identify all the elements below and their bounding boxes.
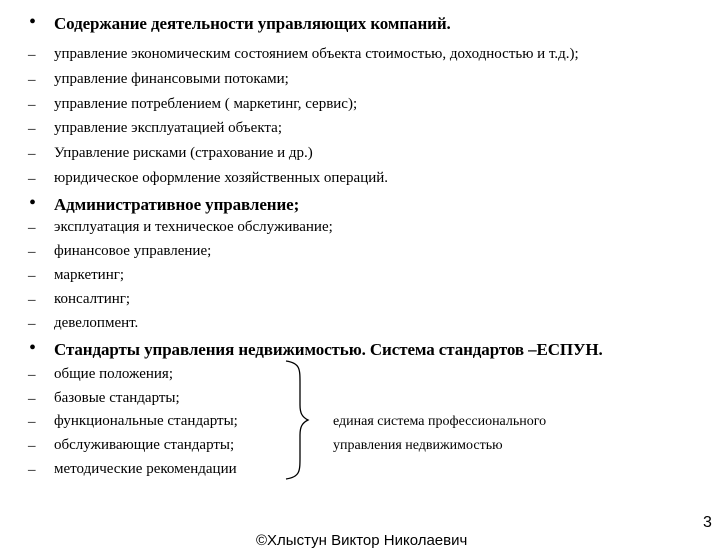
dash-marker: –	[28, 72, 36, 88]
dash-marker: –	[28, 171, 36, 187]
dash-marker: –	[28, 244, 36, 260]
page-number: 3	[703, 514, 712, 531]
dash-marker: –	[28, 462, 36, 478]
list-item-text: Управление рисками (страхование и др.)	[54, 145, 313, 161]
list-item-text: финансовое управление;	[54, 243, 212, 259]
curly-brace-icon	[284, 359, 324, 481]
list-item-text: девелопмент.	[54, 315, 139, 331]
heading-text: Административное управление;	[54, 195, 300, 214]
dash-marker: –	[28, 391, 36, 407]
dash-marker: –	[28, 292, 36, 308]
bullet-marker: •	[29, 11, 37, 33]
dash-marker: –	[28, 121, 36, 137]
list-item-text: консалтинг;	[54, 291, 131, 307]
list-item-text: маркетинг;	[54, 267, 125, 283]
list-item-text: методические рекомендации	[54, 461, 237, 477]
footer-author: ©Хлыстун Виктор Николаевич	[256, 532, 468, 549]
list-item-text: управление экономическим состоянием объекта стоимостью, доходностью и т.д.);	[54, 46, 579, 62]
dash-marker: –	[28, 47, 36, 63]
dash-marker: –	[28, 316, 36, 332]
list-item-text: базовые стандарты;	[54, 390, 180, 406]
brace-note-line-1: единая система профессионального	[333, 414, 547, 429]
list-item-text: обслуживающие стандарты;	[54, 437, 235, 453]
list-item-text: управление потреблением ( маркетинг, сервис);	[54, 96, 358, 112]
list-item-text: управление финансовыми потоками;	[54, 71, 289, 87]
list-item-text: эксплуатация и техническое обслуживание;	[54, 219, 333, 235]
dash-marker: –	[28, 146, 36, 162]
dash-marker: –	[28, 220, 36, 236]
dash-marker: –	[28, 414, 36, 430]
brace-note-line-2: управления недвижимостью	[333, 438, 503, 453]
bullet-marker: •	[29, 192, 37, 214]
bullet-marker: •	[29, 337, 37, 359]
dash-marker: –	[28, 268, 36, 284]
list-item-text: управление эксплуатацией объекта;	[54, 120, 282, 136]
dash-marker: –	[28, 97, 36, 113]
list-item-text: функциональные стандарты;	[54, 413, 238, 429]
dash-marker: –	[28, 367, 36, 383]
heading-text: Стандарты управления недвижимостью. Система стандартов –ЕСПУН.	[54, 340, 603, 359]
dash-marker: –	[28, 438, 36, 454]
heading-text: Содержание деятельности управляющих компаний.	[54, 14, 451, 33]
list-item-text: общие положения;	[54, 366, 174, 382]
list-item-text: юридическое оформление хозяйственных операций.	[54, 170, 389, 186]
